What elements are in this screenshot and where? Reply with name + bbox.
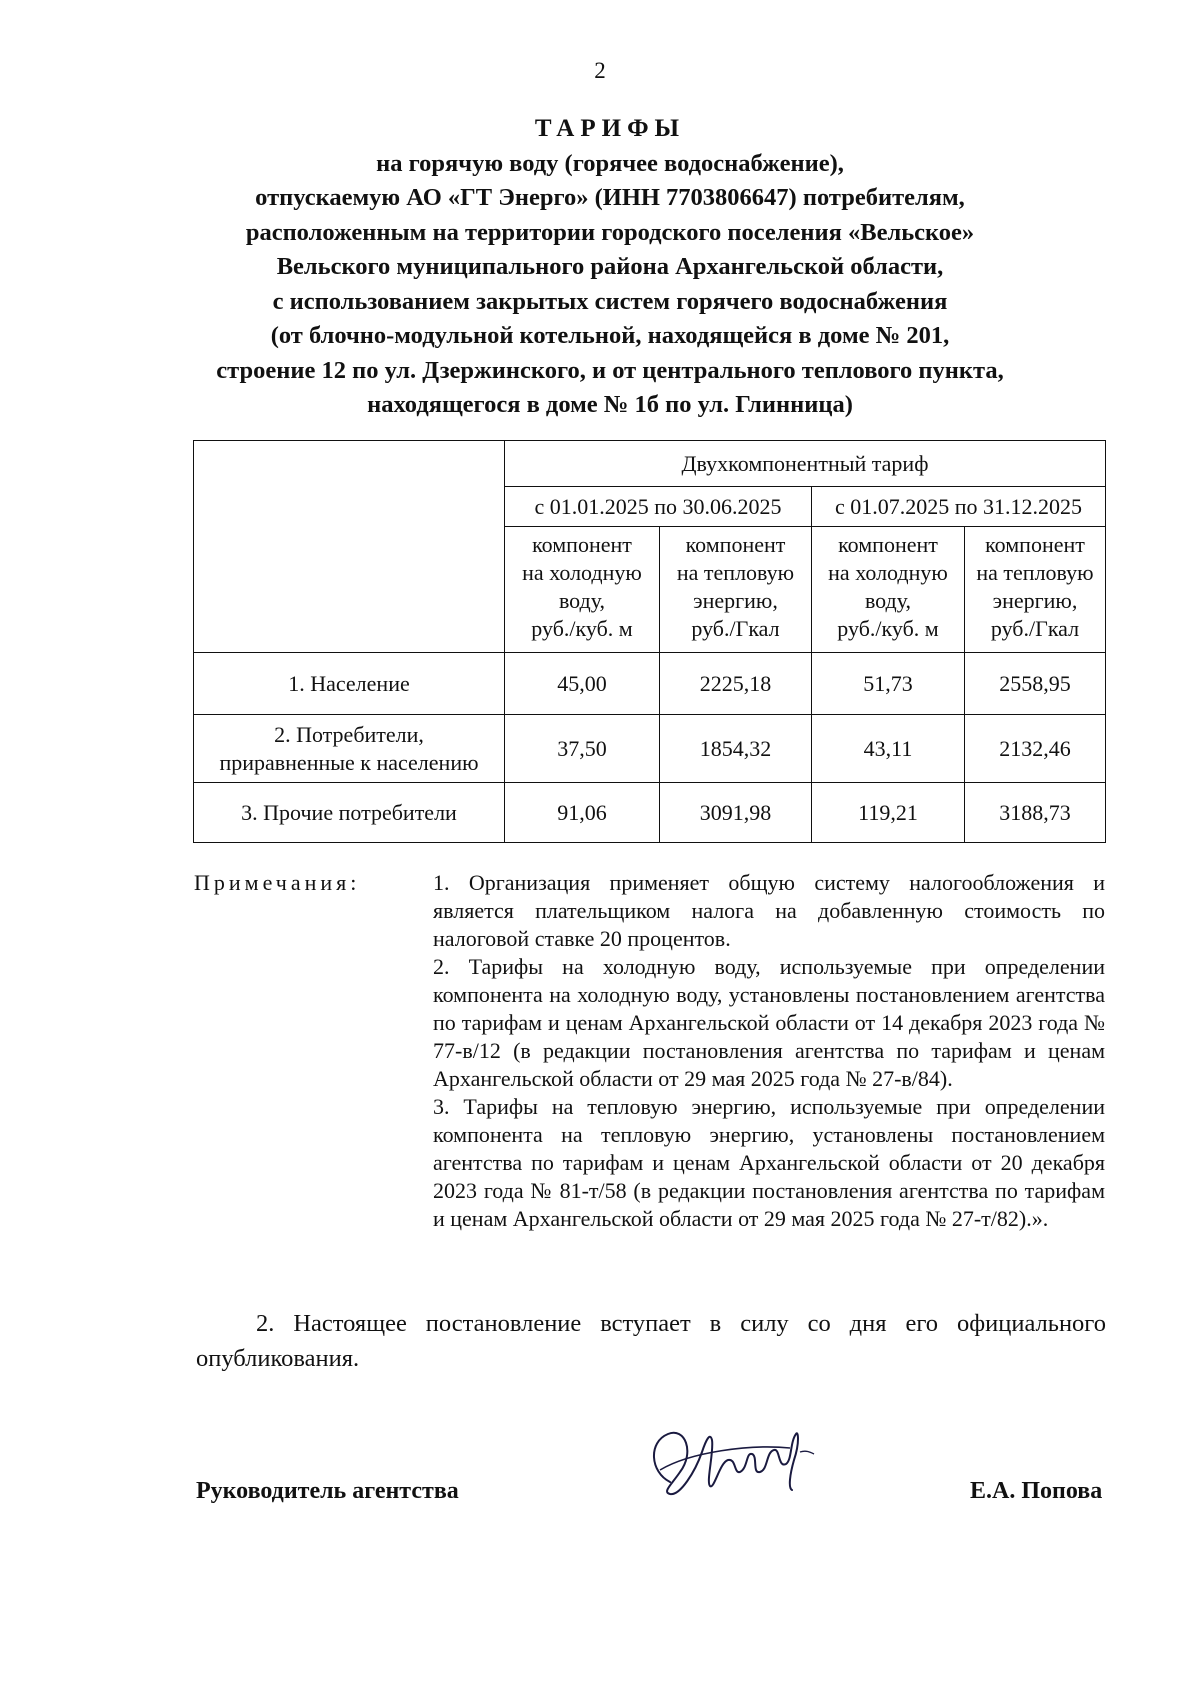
- component-header: [812, 527, 965, 653]
- title-line: (от блочно-модульной котельной, находящейся в доме № 201,: [270, 322, 950, 349]
- table-cell: 2132,46: [965, 715, 1106, 783]
- table-cell: 51,73: [812, 653, 965, 715]
- tariff-table: [193, 440, 1106, 843]
- table-cell: 45,00: [505, 653, 660, 715]
- component-line: руб./куб. м: [837, 616, 939, 641]
- signatory-title: Руководитель агентства: [196, 1478, 459, 1504]
- page-number: 2: [594, 58, 606, 83]
- table-row: [194, 783, 1106, 843]
- component-line: энергию,: [693, 588, 778, 613]
- period-header: с 01.01.2025 по 30.06.2025: [505, 487, 812, 527]
- component-line: руб./куб. м: [531, 616, 633, 641]
- note-item: 3. Тарифы на тепловую энергию, используемые при определении компонента на тепловую энергию, установлены постановлением агентства по тарифам и ценам Архангельской области от 20 декабря 2023 года № 81-т/58 (в редакции постановления агентства по тарифам и ценам Архангельской области от 29 мая 2025 года № 27-т/82).».: [433, 1094, 1105, 1231]
- row-label-line: 1. Население: [288, 670, 410, 696]
- tariff-header: Двухкомпонентный тариф: [505, 441, 1106, 487]
- notes-list: [433, 869, 1105, 1233]
- component-line: воду,: [864, 588, 912, 613]
- note-item: 1. Организация применяет общую систему налогообложения и является плательщиком налога на добавленную стоимость по налоговой ставке 20 процентов.: [433, 870, 1105, 951]
- component-line: воду,: [558, 588, 606, 613]
- component-line: на холодную: [522, 560, 642, 585]
- period-header: с 01.07.2025 по 31.12.2025: [812, 487, 1106, 527]
- component-line: компонент: [838, 532, 938, 557]
- row-label-line: приравненные к населению: [219, 749, 479, 775]
- component-line: на тепловую: [676, 560, 795, 585]
- table-cell: 1854,32: [660, 715, 812, 783]
- title-line: на горячую воду (горячее водоснабжение),: [376, 149, 844, 177]
- table-cell: 2225,18: [660, 653, 812, 715]
- table-row: [194, 715, 1106, 783]
- component-line: на холодную: [828, 560, 948, 585]
- table-row: [194, 653, 1106, 715]
- title-line: с использованием закрытых систем горячего водоснабжения: [272, 287, 948, 315]
- component-line: на тепловую: [976, 560, 1094, 585]
- title-line: отпускаемую АО «ГТ Энерго» (ИНН 7703806647) потребителям,: [255, 184, 965, 211]
- table-cell: 119,21: [812, 783, 965, 843]
- title-line: находящегося в доме № 1б по ул. Глинница): [367, 391, 853, 418]
- component-line: руб./Гкал: [990, 616, 1080, 641]
- row-label: [194, 653, 505, 715]
- component-header: [965, 527, 1106, 653]
- table-cell: 91,06: [505, 783, 660, 843]
- table-cell: 2558,95: [965, 653, 1106, 715]
- document-title: [120, 112, 1100, 423]
- decree-paragraph: 2. Настоящее постановление вступает в силу со дня его официального опубликования.: [196, 1310, 1106, 1372]
- component-header: [660, 527, 812, 653]
- table-cell: 37,50: [505, 715, 660, 783]
- title-line: Вельского муниципального района Архангельской области,: [276, 253, 944, 280]
- row-label-line: 3. Прочие потребители: [241, 799, 457, 825]
- component-header: [505, 527, 660, 653]
- title-main: ТАРИФЫ: [534, 115, 686, 142]
- component-line: компонент: [985, 532, 1085, 557]
- row-label: [194, 783, 505, 843]
- signatory-name: Е.А. Попова: [970, 1478, 1103, 1504]
- handwritten-signature: [640, 1412, 830, 1522]
- notes-label: Примечания:: [194, 870, 361, 895]
- table-corner-cell: [194, 441, 505, 653]
- table-cell: 43,11: [812, 715, 965, 783]
- row-label: [194, 715, 505, 783]
- note-item: 2. Тарифы на холодную воду, используемые при определении компонента на холодную воду, установлены постановлением агентства по тарифам и ценам Архангельской области от 14 декабря 2023 года № 77-в/12 (в редакции постановления агентства по тарифам и ценам Архангельской области от 29 мая 2025 года № 27-в/84).: [433, 954, 1105, 1091]
- component-line: компонент: [685, 532, 786, 557]
- component-line: компонент: [532, 532, 632, 557]
- component-line: руб./Гкал: [691, 616, 780, 641]
- title-line: расположенным на территории городского поселения «Вельское»: [245, 218, 975, 246]
- table-cell: 3188,73: [965, 783, 1106, 843]
- table-cell: 3091,98: [660, 783, 812, 843]
- title-line: строение 12 по ул. Дзержинского, и от центрального теплового пункта,: [216, 356, 1004, 384]
- row-label-line: 2. Потребители,: [274, 721, 424, 747]
- component-line: энергию,: [992, 588, 1078, 613]
